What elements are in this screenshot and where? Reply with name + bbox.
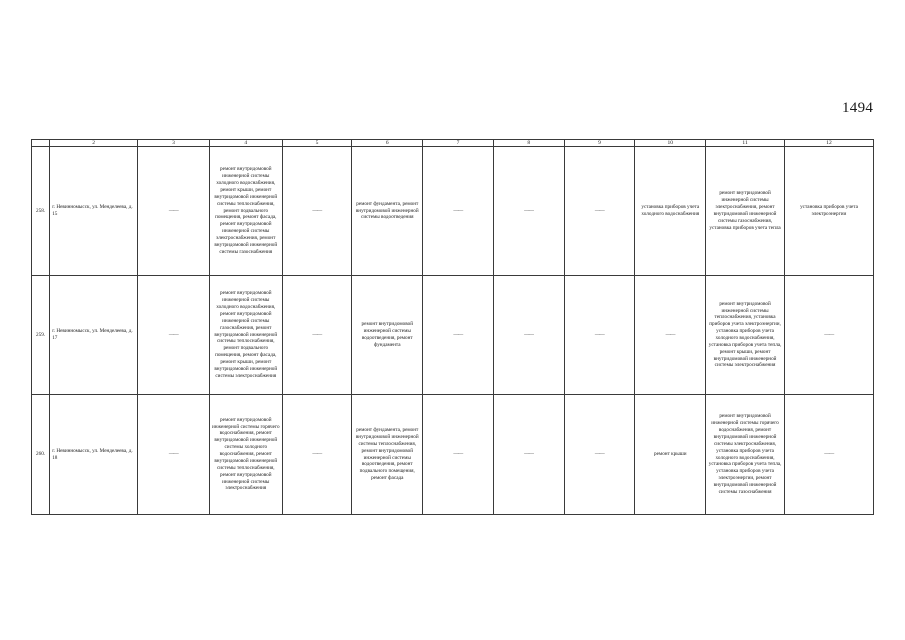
- table-cell: ремонт внутридомовой инженерной системы холодного водоснабжения, ремонт крыши, ремонт внутридомовой инженерной системы теплоснабжения, ремонт подвального помещения, ремонт фасада, ремонт внутридомовой инженерной системы электроснабжения, ремонт внутридомовой инженерной системы газоснабжения: [209, 147, 282, 276]
- header-cell: [32, 140, 50, 147]
- header-cell: 7: [423, 140, 494, 147]
- header-row: [32, 140, 874, 147]
- table-cell: ——: [564, 276, 635, 395]
- header-cell: 2: [50, 140, 138, 147]
- table-row: [32, 395, 874, 515]
- header-cell: 9: [564, 140, 635, 147]
- table-cell: ——: [282, 276, 352, 395]
- row-number: 258.: [32, 147, 50, 276]
- table-cell: ——: [564, 395, 635, 515]
- header-cell: 5: [282, 140, 352, 147]
- header-cell: 4: [209, 140, 282, 147]
- table-cell: ——: [493, 395, 564, 515]
- header-cell: 10: [635, 140, 706, 147]
- table-cell: ремонт внутридомовой инженерной системы горячего водоснабжения, ремонт внутридомовой инженерной системы холодного водоснабжения, ремонт внутридомовой инженерной системы теплоснабжения, ремонт внутридомовой инженерной системы электроснабжения: [209, 395, 282, 515]
- table-cell: ремонт фундамента, ремонт внутридомовой инженерной системы теплоснабжения, ремонт внутридомовой инженерной системы водоотведения, ремонт подвального помещения, ремонт фасада: [352, 395, 423, 515]
- address-cell: г. Невинномысск, ул. Менделеева, д. 17: [50, 276, 138, 395]
- repair-schedule-table: [31, 139, 874, 515]
- header-cell: 11: [706, 140, 785, 147]
- table-cell: ——: [493, 276, 564, 395]
- header-cell: 12: [784, 140, 873, 147]
- table-cell: ——: [138, 147, 210, 276]
- address-cell: г. Невинномысск, ул. Менделеева, д. 15: [50, 147, 138, 276]
- table-cell: ремонт внутридомовой инженерной системы электроснабжения, ремонт внутридомовой инженерной системы газоснабжения, установка приборов учета тепла: [706, 147, 785, 276]
- table-cell: ——: [635, 276, 706, 395]
- table-row: [32, 276, 874, 395]
- table-cell: ремонт внутридомовой инженерной системы теплоснабжения, установка приборов учета электроэнергии, установка приборов учета холодного водоснабжения, установка приборов учета тепла, ремонт крыши, ремонт внутридомовой инженерной системы электроснабжения: [706, 276, 785, 395]
- row-number: 259.: [32, 276, 50, 395]
- header-cell: 6: [352, 140, 423, 147]
- table-cell: ——: [493, 147, 564, 276]
- table-cell: ——: [423, 147, 494, 276]
- address-cell: г. Невинномысск, ул. Менделеева, д. 18: [50, 395, 138, 515]
- header-cell: 8: [493, 140, 564, 147]
- table-row: [32, 147, 874, 276]
- header-cell: 3: [138, 140, 210, 147]
- table-cell: ——: [423, 395, 494, 515]
- table-cell: установка приборов учета электроэнергии: [784, 147, 873, 276]
- table-cell: ремонт внутридомовой инженерной системы водоотведения, ремонт фундамента: [352, 276, 423, 395]
- table-cell: ——: [138, 276, 210, 395]
- table-cell: ремонт крыши: [635, 395, 706, 515]
- table-cell: ремонт внутридомовой инженерной системы горячего водоснабжения, ремонт внутридомовой инженерной системы электроснабжения, установка приборов учета холодного водоснабжения, установка приборов учета тепла, установка приборов учета электроэнергии, ремонт внутридомовой инженерной системы газоснабжения: [706, 395, 785, 515]
- table-cell: ——: [423, 276, 494, 395]
- table-cell: ——: [784, 276, 873, 395]
- page-number: 1494: [842, 100, 874, 116]
- table-cell: ——: [138, 395, 210, 515]
- table-cell: установка приборов учета холодного водоснабжения: [635, 147, 706, 276]
- table-cell: ремонт внутридомовой инженерной системы холодного водоснабжения, ремонт внутридомовой инженерной системы газоснабжения, ремонт внутридомовой инженерной системы теплоснабжения, ремонт подвального помещения, ремонт фасада, ремонт крыши, ремонт внутридомовой инженерной системы электроснабжения: [209, 276, 282, 395]
- row-number: 260.: [32, 395, 50, 515]
- table-cell: ремонт фундамента, ремонт внутридомовой инженерной системы водоотведения: [352, 147, 423, 276]
- table-cell: ——: [784, 395, 873, 515]
- table-cell: ——: [282, 147, 352, 276]
- table-cell: ——: [564, 147, 635, 276]
- table-cell: ——: [282, 395, 352, 515]
